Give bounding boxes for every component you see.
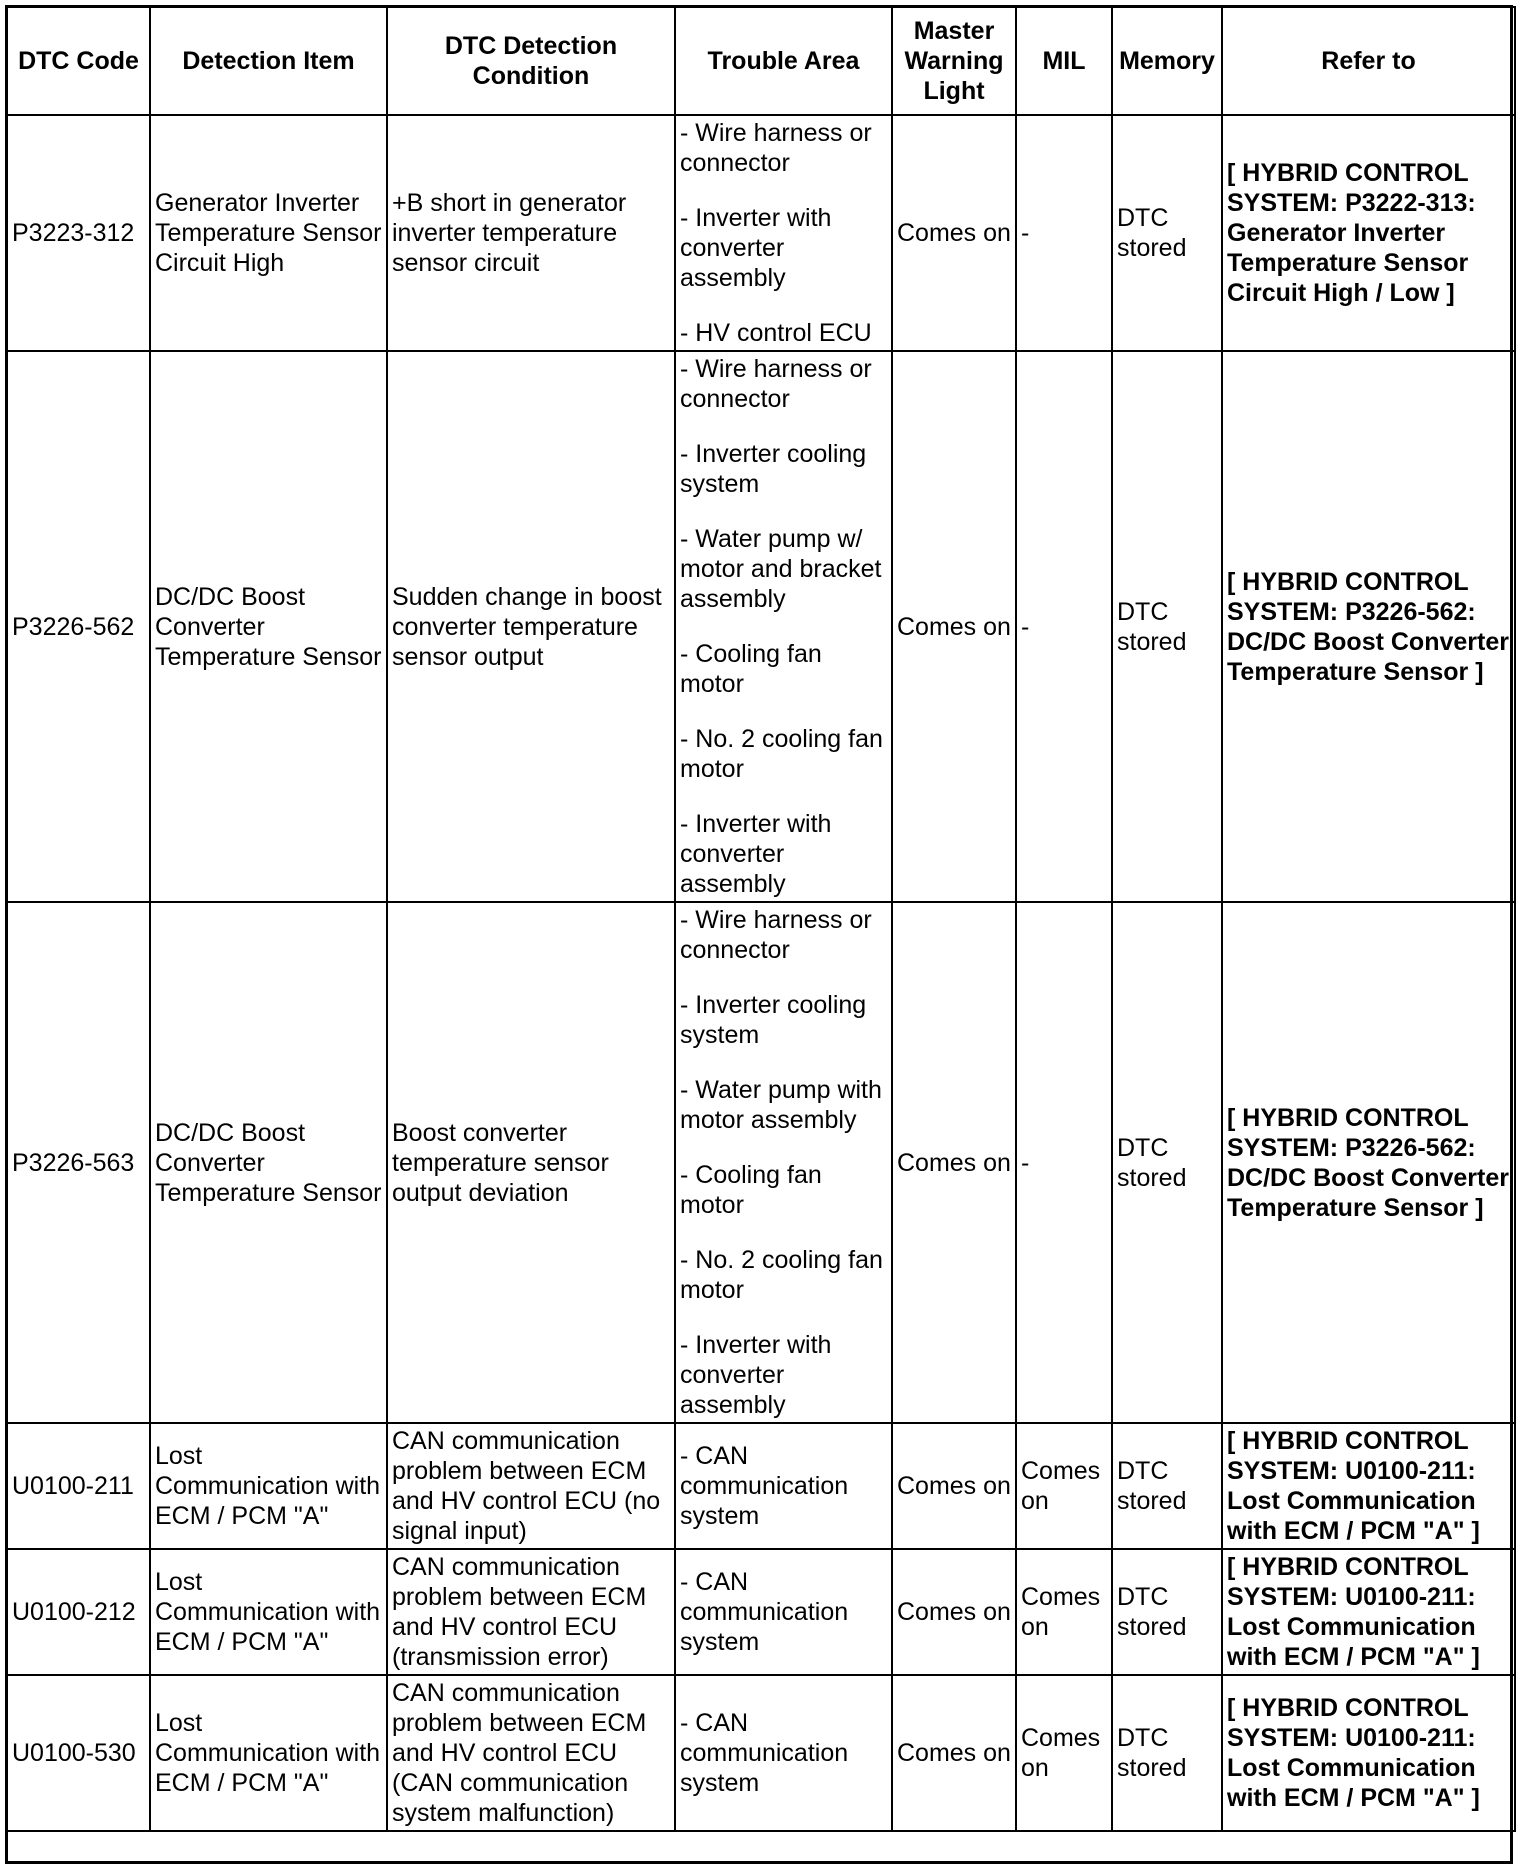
cell-memory: DTC stored	[1112, 1423, 1222, 1549]
cell-detection-condition: CAN communication problem between ECM and HV control ECU (transmission error)	[387, 1549, 675, 1675]
table-row	[7, 1423, 1515, 1549]
cell-mil: Comes on	[1016, 1549, 1112, 1675]
cell-detection-condition: CAN communication problem between ECM and HV control ECU (CAN communication system malfunction)	[387, 1675, 675, 1831]
dtc-table	[6, 6, 1516, 1832]
trouble-area-item: - Wire harness or connector	[680, 119, 872, 177]
cell-mil: -	[1016, 115, 1112, 351]
cell-detection-item: DC/DC Boost Converter Temperature Sensor	[150, 902, 387, 1423]
cell-memory: DTC stored	[1112, 351, 1222, 902]
cell-memory: DTC stored	[1112, 902, 1222, 1423]
cell-dtc-code: P3223-312	[7, 115, 150, 351]
table-header	[7, 7, 1515, 115]
trouble-area-item: - Wire harness or connector	[680, 355, 872, 413]
cell-dtc-code: P3226-562	[7, 351, 150, 902]
cell-trouble-area	[675, 351, 892, 902]
cell-memory: DTC stored	[1112, 115, 1222, 351]
cell-master-warning: Comes on	[892, 1423, 1016, 1549]
cell-detection-condition: Boost converter temperature sensor output deviation	[387, 902, 675, 1423]
header-row	[7, 7, 1515, 115]
cell-mil: -	[1016, 902, 1112, 1423]
header-trouble-area: Trouble Area	[675, 7, 892, 115]
header-master-warning: Master Warning Light	[892, 7, 1016, 115]
cell-master-warning: Comes on	[892, 351, 1016, 902]
header-mil: MIL	[1016, 7, 1112, 115]
trouble-area-item: - Wire harness or connector	[680, 906, 872, 964]
trouble-area-item: - Water pump with motor assembly	[680, 1076, 882, 1134]
trouble-area-item: - HV control ECU	[680, 319, 872, 347]
trouble-area-item: - Water pump w/ motor and bracket assembly	[680, 525, 882, 613]
trouble-area-item: - No. 2 cooling fan motor	[680, 1246, 883, 1304]
cell-detection-item: Generator Inverter Temperature Sensor Circuit High	[150, 115, 387, 351]
trouble-area-item: - CAN communication system	[680, 1442, 849, 1530]
table-body	[7, 115, 1515, 1831]
trouble-area-item: - Inverter with converter assembly	[680, 1331, 832, 1419]
cell-memory: DTC stored	[1112, 1549, 1222, 1675]
cell-detection-condition: CAN communication problem between ECM and HV control ECU (no signal input)	[387, 1423, 675, 1549]
trouble-area-item: - Inverter cooling system	[680, 440, 867, 498]
cell-master-warning: Comes on	[892, 115, 1016, 351]
cell-master-warning: Comes on	[892, 1549, 1016, 1675]
trouble-area-item: - CAN communication system	[680, 1709, 849, 1797]
table-row	[7, 902, 1515, 1423]
cell-detection-condition: +B short in generator inverter temperature sensor circuit	[387, 115, 675, 351]
header-refer-to: Refer to	[1222, 7, 1515, 115]
cell-mil: -	[1016, 351, 1112, 902]
cell-trouble-area	[675, 115, 892, 351]
cell-detection-item: DC/DC Boost Converter Temperature Sensor	[150, 351, 387, 902]
table-row	[7, 115, 1515, 351]
cell-detection-condition: Sudden change in boost converter temperature sensor output	[387, 351, 675, 902]
header-dtc-code: DTC Code	[7, 7, 150, 115]
cell-refer-to: [ HYBRID CONTROL SYSTEM: P3222-313: Generator Inverter Temperature Sensor Circuit High / Low ]	[1222, 115, 1515, 351]
dtc-table-container	[6, 6, 1514, 1832]
cell-refer-to: [ HYBRID CONTROL SYSTEM: U0100-211: Lost Communication with ECM / PCM "A" ]	[1222, 1675, 1515, 1831]
cell-refer-to: [ HYBRID CONTROL SYSTEM: U0100-211: Lost Communication with ECM / PCM "A" ]	[1222, 1549, 1515, 1675]
cell-detection-item: Lost Communication with ECM / PCM "A"	[150, 1423, 387, 1549]
cell-master-warning: Comes on	[892, 902, 1016, 1423]
cell-mil: Comes on	[1016, 1675, 1112, 1831]
trouble-area-item: - Inverter with converter assembly	[680, 810, 832, 898]
cell-detection-item: Lost Communication with ECM / PCM "A"	[150, 1675, 387, 1831]
cell-detection-item: Lost Communication with ECM / PCM "A"	[150, 1549, 387, 1675]
trouble-area-item: - CAN communication system	[680, 1568, 849, 1656]
cell-dtc-code: U0100-211	[7, 1423, 150, 1549]
cell-refer-to: [ HYBRID CONTROL SYSTEM: P3226-562: DC/DC Boost Converter Temperature Sensor ]	[1222, 902, 1515, 1423]
cell-refer-to: [ HYBRID CONTROL SYSTEM: P3226-562: DC/DC Boost Converter Temperature Sensor ]	[1222, 351, 1515, 902]
trouble-area-item: - Inverter cooling system	[680, 991, 867, 1049]
cell-dtc-code: P3226-563	[7, 902, 150, 1423]
cell-trouble-area	[675, 1675, 892, 1831]
table-row	[7, 1549, 1515, 1675]
header-memory: Memory	[1112, 7, 1222, 115]
table-row	[7, 1675, 1515, 1831]
cell-trouble-area	[675, 1423, 892, 1549]
cell-memory: DTC stored	[1112, 1675, 1222, 1831]
cell-trouble-area	[675, 902, 892, 1423]
header-detection-condition: DTC Detection Condition	[387, 7, 675, 115]
cell-mil: Comes on	[1016, 1423, 1112, 1549]
cell-trouble-area	[675, 1549, 892, 1675]
table-row	[7, 351, 1515, 902]
trouble-area-item: - Inverter with converter assembly	[680, 204, 832, 292]
cell-dtc-code: U0100-212	[7, 1549, 150, 1675]
cell-refer-to: [ HYBRID CONTROL SYSTEM: U0100-211: Lost Communication with ECM / PCM "A" ]	[1222, 1423, 1515, 1549]
cell-dtc-code: U0100-530	[7, 1675, 150, 1831]
trouble-area-item: - Cooling fan motor	[680, 640, 822, 698]
header-detection-item: Detection Item	[150, 7, 387, 115]
cell-master-warning: Comes on	[892, 1675, 1016, 1831]
trouble-area-item: - Cooling fan motor	[680, 1161, 822, 1219]
trouble-area-item: - No. 2 cooling fan motor	[680, 725, 883, 783]
